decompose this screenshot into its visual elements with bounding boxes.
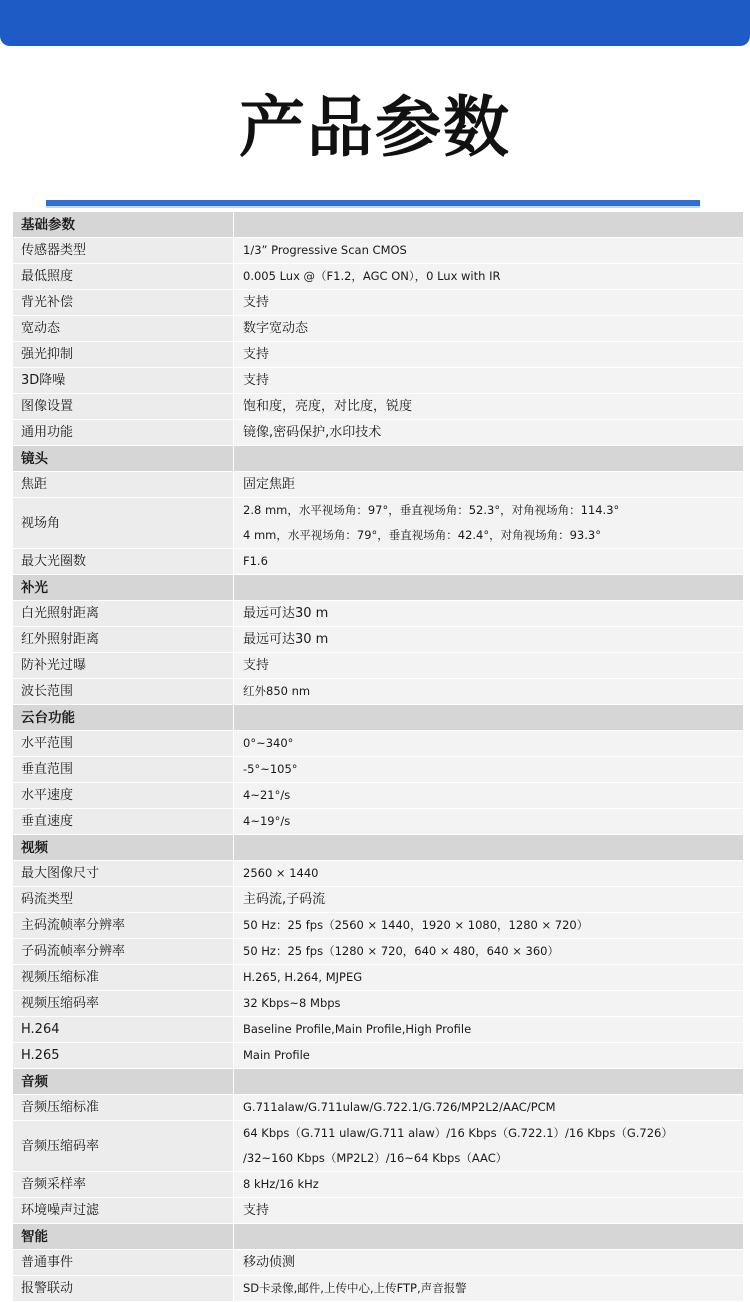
spec-label: 通用功能 (13, 420, 234, 445)
spec-value-line: 50 Hz：25 fps（2560 × 1440，1920 × 1080，1280 × 720） (243, 918, 589, 932)
spec-label: H.265 (13, 1043, 234, 1068)
spec-row (13, 264, 743, 290)
spec-value-line: 饱和度，亮度，对比度，锐度 (243, 399, 413, 414)
spec-value-line: 支持 (243, 295, 270, 310)
spec-value-line: 8 kHz/16 kHz (243, 1177, 319, 1191)
spec-value (234, 498, 743, 548)
spec-label: 传感器类型 (13, 238, 234, 263)
spec-row (13, 627, 743, 653)
spec-label: 垂直速度 (13, 809, 234, 834)
spec-value (234, 965, 743, 990)
spec-value (234, 809, 743, 834)
spec-label: 主码流帧率分辨率 (13, 913, 234, 938)
spec-row (13, 368, 743, 394)
spec-value (234, 861, 743, 886)
spec-value-line: 1/3” Progressive Scan CMOS (243, 243, 407, 257)
spec-value (234, 1172, 743, 1197)
spec-value (234, 913, 743, 938)
spec-value-line: 镜像,密码保护,水印技术 (243, 425, 382, 440)
spec-row (13, 887, 743, 913)
spec-label: 普通事件 (13, 1250, 234, 1275)
spec-value-line: Baseline Profile,Main Profile,High Profile (243, 1022, 472, 1036)
spec-label: 红外照射距离 (13, 627, 234, 652)
section-header (13, 1224, 743, 1250)
spec-label: 强光抑制 (13, 342, 234, 367)
spec-value (234, 1017, 743, 1042)
spec-value-line: 32 Kbps~8 Mbps (243, 996, 341, 1010)
spec-value (234, 627, 743, 652)
spec-value-line: F1.6 (243, 554, 268, 568)
spec-row (13, 1095, 743, 1121)
spec-row (13, 1017, 743, 1043)
spec-value-line: 0.005 Lux @（F1.2，AGC ON），0 Lux with IR (243, 269, 501, 283)
spec-value (234, 368, 743, 393)
spec-row (13, 809, 743, 835)
spec-value (234, 731, 743, 756)
spec-row (13, 939, 743, 965)
spec-value (234, 1250, 743, 1275)
spec-row (13, 913, 743, 939)
section-header (13, 1069, 743, 1095)
spec-label: 防补光过曝 (13, 653, 234, 678)
spec-row (13, 290, 743, 316)
spec-value (234, 290, 743, 315)
spec-label: 音频采样率 (13, 1172, 234, 1197)
spec-value-line: -5°~105° (243, 762, 298, 776)
spec-row (13, 731, 743, 757)
spec-label: 焦距 (13, 472, 234, 497)
spec-label: 视频压缩码率 (13, 991, 234, 1016)
spec-row (13, 861, 743, 887)
spec-value (234, 601, 743, 626)
section-title: 云台功能 (13, 705, 234, 730)
spec-value (234, 549, 743, 574)
spec-row (13, 1276, 743, 1302)
spec-value-line: 4~19°/s (243, 814, 291, 828)
spec-value-line: G.711alaw/G.711ulaw/G.722.1/G.726/MP2L2/AAC/PCM (243, 1100, 556, 1114)
spec-value-line: 数字宽动态 (243, 321, 309, 336)
spec-value-line: 移动侦测 (243, 1255, 296, 1270)
page-title: 产品参数 (239, 89, 511, 166)
spec-value (234, 1198, 743, 1223)
spec-row (13, 498, 743, 549)
spec-value (234, 939, 743, 964)
spec-value (234, 394, 743, 419)
spec-row (13, 394, 743, 420)
spec-label: 背光补偿 (13, 290, 234, 315)
spec-value-line: 2.8 mm，水平视场角：97°，垂直视场角：52.3°，对角视场角：114.3° (243, 503, 620, 517)
spec-value-line: 0°~340° (243, 736, 294, 750)
spec-value-line: SD卡录像,邮件,上传中心,上传FTP,声音报警 (243, 1281, 467, 1295)
spec-row (13, 601, 743, 627)
spec-row (13, 420, 743, 446)
spec-row (13, 1172, 743, 1198)
spec-value (234, 783, 743, 808)
spec-value (234, 1095, 743, 1120)
spec-value-line: 主码流,子码流 (243, 892, 326, 907)
spec-value (234, 342, 743, 367)
spec-value (234, 1043, 743, 1068)
spec-value-line: H.265, H.264, MJPEG (243, 970, 363, 984)
spec-label: 水平范围 (13, 731, 234, 756)
spec-row (13, 342, 743, 368)
spec-row (13, 1121, 743, 1172)
spec-label: 最大光圈数 (13, 549, 234, 574)
spec-value-line: 支持 (243, 347, 270, 362)
spec-value (234, 264, 743, 289)
section-title: 音频 (13, 1069, 234, 1094)
section-header (13, 212, 743, 238)
section-header (13, 575, 743, 601)
spec-value (234, 653, 743, 678)
spec-value-line: /32~160 Kbps（MP2L2）/16~64 Kbps（AAC） (243, 1151, 508, 1165)
spec-label: 环境噪声过滤 (13, 1198, 234, 1223)
spec-value-line: 红外850 nm (243, 684, 311, 698)
section-title: 镜头 (13, 446, 234, 471)
section-title: 补光 (13, 575, 234, 600)
spec-row (13, 1043, 743, 1069)
spec-value (234, 991, 743, 1016)
spec-label: 子码流帧率分辨率 (13, 939, 234, 964)
spec-row (13, 549, 743, 575)
spec-value-line: 4 mm，水平视场角：79°，垂直视场角：42.4°，对角视场角：93.3° (243, 528, 601, 542)
spec-value (234, 887, 743, 912)
spec-value-line: Main Profile (243, 1048, 310, 1062)
spec-value-line: 最远可达30 m (243, 606, 329, 621)
spec-row (13, 1198, 743, 1224)
section-title: 智能 (13, 1224, 234, 1249)
spec-value (234, 420, 743, 445)
spec-value (234, 238, 743, 263)
spec-value-line: 支持 (243, 658, 270, 673)
title-underline (46, 200, 700, 206)
spec-table (13, 212, 743, 1302)
spec-value (234, 316, 743, 341)
spec-label: 报警联动 (13, 1276, 234, 1301)
spec-label: 宽动态 (13, 316, 234, 341)
spec-value-line: 64 Kbps（G.711 ulaw/G.711 alaw）/16 Kbps（G.722.1）/16 Kbps（G.726） (243, 1126, 673, 1140)
section-title: 基础参数 (13, 212, 234, 237)
section-header (13, 446, 743, 472)
spec-value (234, 679, 743, 704)
spec-value-line: 4~21°/s (243, 788, 291, 802)
spec-row (13, 1250, 743, 1276)
spec-value-line: 固定焦距 (243, 477, 296, 492)
spec-row (13, 238, 743, 264)
spec-row (13, 653, 743, 679)
spec-value (234, 472, 743, 497)
spec-label: 图像设置 (13, 394, 234, 419)
spec-value-line: 50 Hz：25 fps（1280 × 720，640 × 480，640 × 360） (243, 944, 559, 958)
section-title: 视频 (13, 835, 234, 860)
spec-label: 最低照度 (13, 264, 234, 289)
section-header (13, 705, 743, 731)
spec-label: 视场角 (13, 498, 234, 548)
spec-label: H.264 (13, 1017, 234, 1042)
section-header (13, 835, 743, 861)
spec-label: 白光照射距离 (13, 601, 234, 626)
spec-row (13, 965, 743, 991)
spec-row (13, 316, 743, 342)
spec-row (13, 991, 743, 1017)
spec-value (234, 757, 743, 782)
spec-label: 视频压缩标准 (13, 965, 234, 990)
spec-label: 码流类型 (13, 887, 234, 912)
spec-label: 音频压缩标准 (13, 1095, 234, 1120)
spec-label: 最大图像尺寸 (13, 861, 234, 886)
spec-value (234, 1276, 743, 1301)
spec-value-line: 支持 (243, 1203, 270, 1218)
spec-row (13, 679, 743, 705)
top-banner (0, 0, 750, 46)
spec-label: 水平速度 (13, 783, 234, 808)
spec-row (13, 783, 743, 809)
spec-label: 垂直范围 (13, 757, 234, 782)
spec-label: 音频压缩码率 (13, 1121, 234, 1171)
spec-label: 波长范围 (13, 679, 234, 704)
spec-label: 3D降噪 (13, 368, 234, 393)
spec-row (13, 757, 743, 783)
spec-value-line: 2560 × 1440 (243, 866, 319, 880)
spec-value-line: 支持 (243, 373, 270, 388)
spec-value (234, 1121, 743, 1171)
spec-value-line: 最远可达30 m (243, 632, 329, 647)
spec-row (13, 472, 743, 498)
